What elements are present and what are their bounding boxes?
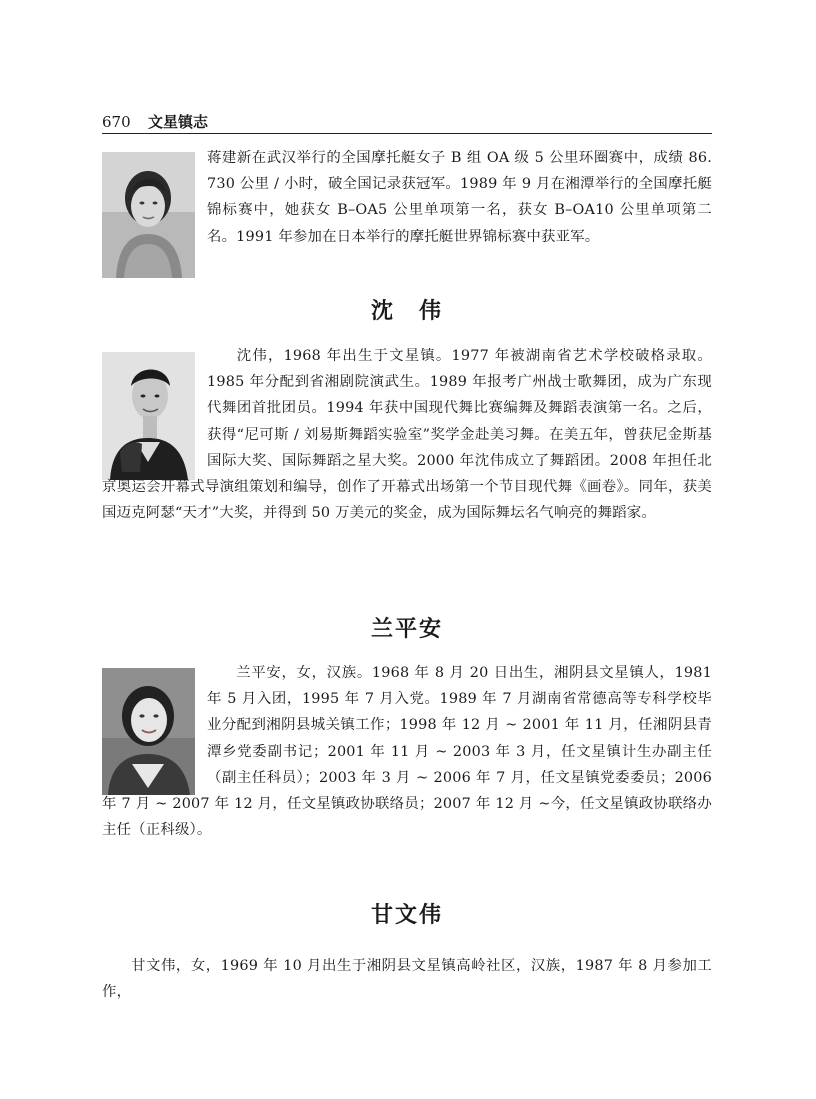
lanpingan-paragraph — [102, 660, 712, 843]
book-title: 文星镇志 — [148, 113, 209, 131]
ganwenwei-text: 甘文伟，女，1969 年 10 月出生于湘阴县文星镇高岭社区，汉族，1987 年 8 月参加工作， — [102, 958, 712, 1001]
heading-ganwenwei: 甘文伟 — [370, 903, 443, 928]
heading-shenwei: 沈 伟 — [370, 299, 443, 324]
shenwei-text: 沈伟，1968 年出生于文星镇。1977 年被湖南省艺术学校破格录取。1985 年分配到省湘剧院演武生。1989 年报考广州战士歌舞团，成为广东现代舞团首批团员。1994 年获中国现代舞比赛编舞及舞蹈表演第一名。之后，获得“尼可斯 / 刘易斯舞蹈实验室”奖学金赴美习舞。在美五年，曾获尼金斯基国际大奖、国际舞蹈之星大奖。2000 年沈伟成立了舞蹈团。2008 年担任北京奥运会开幕式导演组策划和编导，创作了开幕式出场第一个节目现代舞《画卷》。同年，获美国迈克阿瑟“天才”大奖，并得到 50 万美元的奖金，成为国际舞坛名气响亮的舞蹈家。 — [102, 348, 712, 522]
ganwenwei-paragraph — [102, 953, 712, 1005]
page-number: 670 — [102, 113, 131, 131]
lanpingan-text: 兰平安，女，汉族。1968 年 8 月 20 日出生，湘阴县文星镇人，1981 年 5 月入团，1995 年 7 月入党。1989 年 7 月湖南省常德高等专科学校毕业分配到湘阴县城关镇工作；1998 年 12 月 ~ 2001 年 11 月，任湘阴县青潭乡党委副书记；2001 年 11 月 ~ 2003 年 3 月，任文星镇计生办副主任（副主任科员）；2003 年 3 月 ~ 2006 年 7 月，任文星镇党委委员；2006 年 7 月 ~ 2007 年 12 月，任文星镇政协联络员；2007 年 12 月 ~今，任文星镇政协联络办主任（正科级）。 — [102, 665, 712, 839]
photo-spacer — [102, 343, 207, 474]
photo-spacer — [102, 660, 207, 791]
page-header — [102, 113, 712, 133]
shenwei-paragraph — [102, 343, 712, 526]
intro-paragraph: 蒋建新在武汉举行的全国摩托艇女子 B 组 OA 级 5 公里环圈赛中，成绩 86. 730 公里 / 小时，破全国记录获冠军。1989 年 9 月在湘潭举行的全国摩托艇锦标赛中，她获女 B–OA5 公里单项第一名，获女 B–OA10 公里单项第二名。1991 年参加在日本举行的摩托艇世界锦标赛中获亚军。 — [207, 150, 712, 245]
heading-lanpingan: 兰平安 — [370, 617, 443, 642]
header-rule — [102, 133, 712, 134]
portrait-photo-jiang — [102, 152, 195, 278]
